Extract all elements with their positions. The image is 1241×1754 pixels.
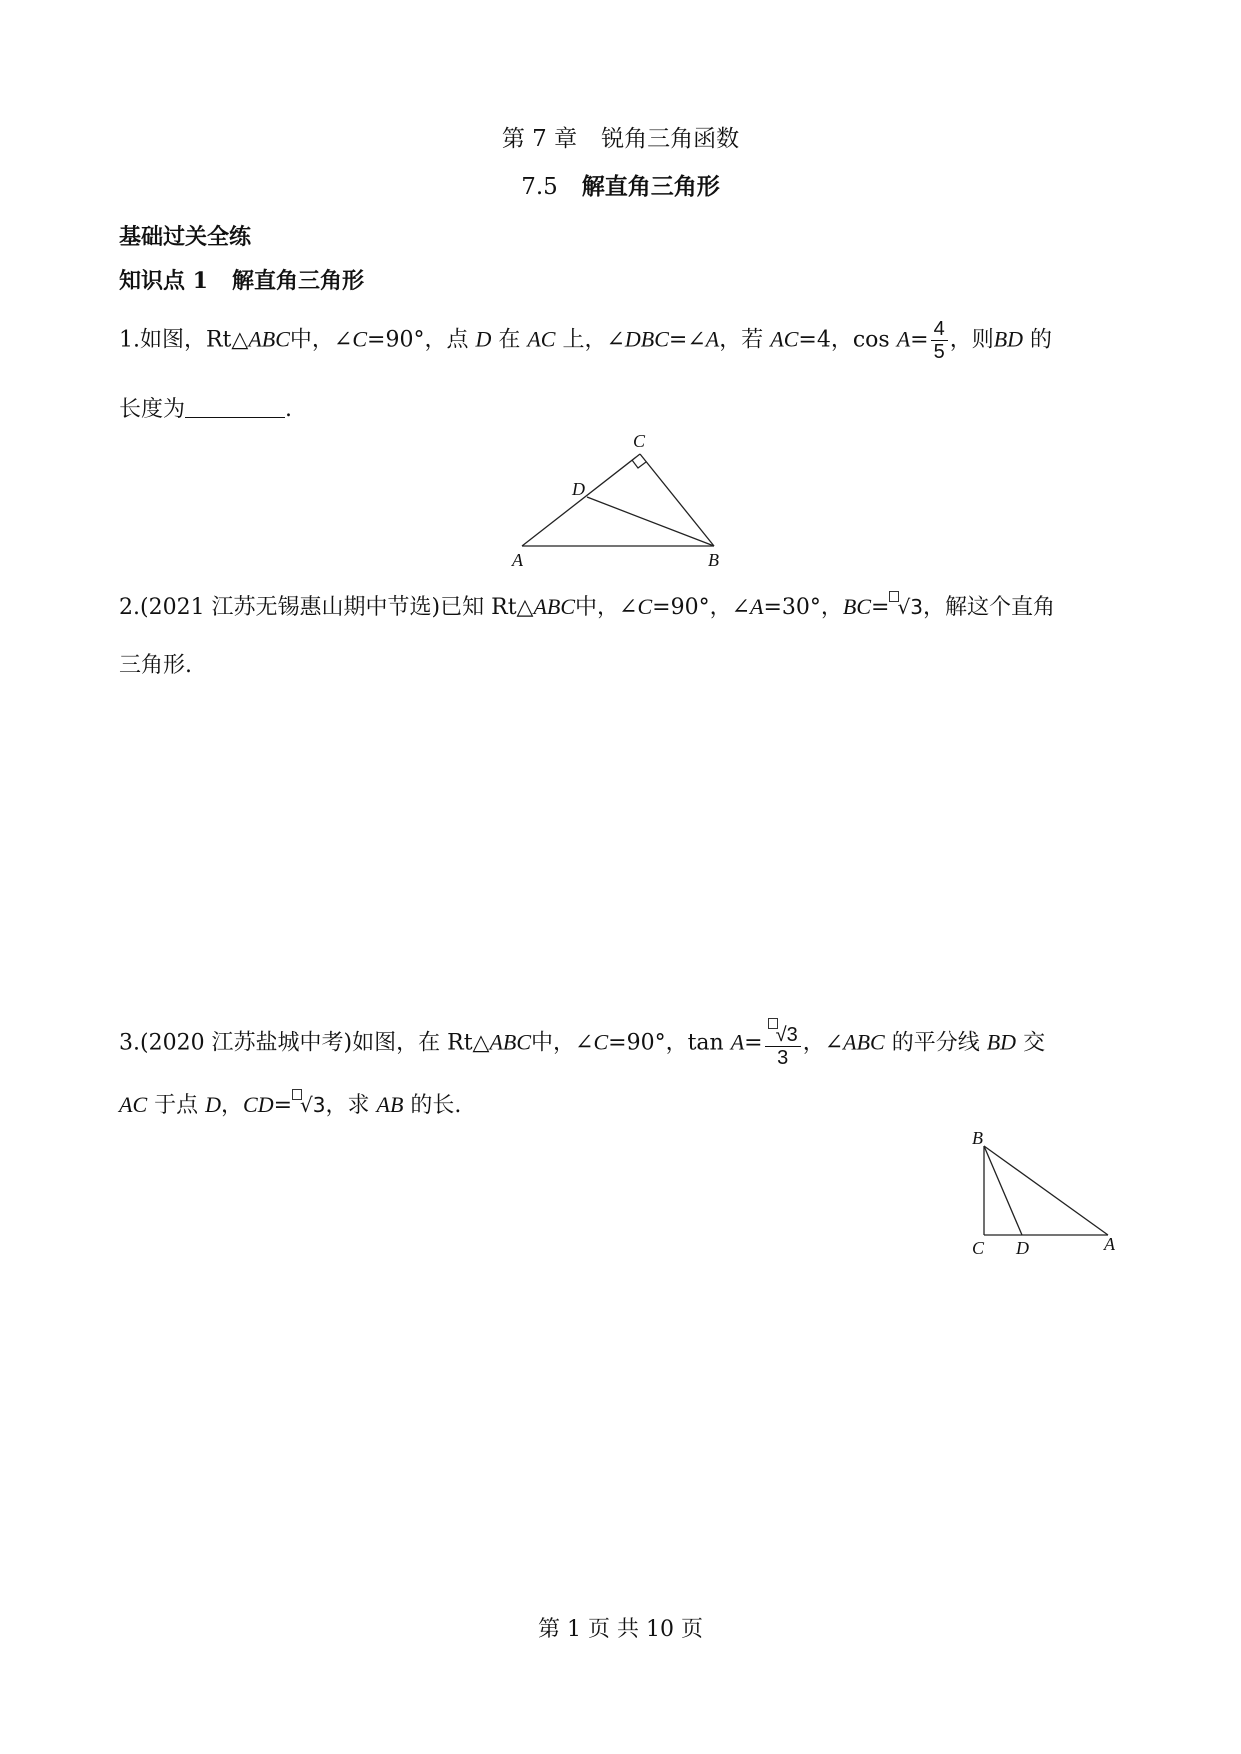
page-footer: 第 1 页 共 10 页	[538, 1617, 703, 1642]
chapter-name: 锐角三角函数	[601, 126, 740, 152]
knowledge-number: 知识点 1	[119, 268, 208, 294]
label-a: A	[1104, 1234, 1115, 1254]
label-b: B	[708, 550, 719, 570]
label-a: A	[512, 550, 523, 570]
question-3-line-1: 3.(2020 江苏盐城中考)如图，在 Rt△ABC中，∠C=90°，tan A= $\frac{√3}{3}$ ，∠ABC 的平分线 BD 交	[119, 1018, 1045, 1069]
label-b: B	[972, 1128, 983, 1148]
question-1-line-1: 1.如图，Rt△ABC中，∠C=90°，点 D 在 AC 上，∠DBC=∠A，若 AC=4，cos A= $\frac{4}{5}$ ，则BD 的	[119, 318, 1053, 363]
practice-heading: 基础过关全练	[119, 224, 252, 250]
question-1-figure	[500, 432, 740, 572]
fraction-four-fifths: $\frac{4}{5}$	[931, 318, 948, 363]
question-3-figure	[950, 1126, 1130, 1256]
answer-blank[interactable]	[185, 399, 285, 418]
knowledge-heading	[119, 264, 364, 295]
question-2-line-1: 2.(2021 江苏无锡惠山期中节选)已知 Rt△ABC中，∠C=90°，∠A=30°，BC= √3，解这个直角	[119, 590, 1055, 621]
question-2-line-2: 三角形.	[119, 653, 192, 678]
chapter-number: 第 7 章	[501, 126, 578, 152]
section-title	[0, 168, 1241, 201]
question-3-line-2: AC 于点 D，CD= √3，求 AB 的长.	[119, 1088, 461, 1119]
label-c: C	[972, 1238, 985, 1256]
section-name: 解直角三角形	[581, 173, 720, 200]
label-d: D	[1016, 1238, 1029, 1256]
fraction-root3-over-3: $\frac{√3}{3}$	[765, 1018, 801, 1069]
right-angle-mark	[632, 460, 646, 468]
label-c: C	[633, 432, 646, 451]
chapter-title	[0, 120, 1241, 153]
question-1-line-2: 长度为 .	[119, 397, 293, 422]
label-d: D	[572, 479, 585, 499]
knowledge-title: 解直角三角形	[231, 268, 364, 294]
side-ac	[522, 454, 640, 546]
section-number: 7.5	[521, 174, 558, 200]
